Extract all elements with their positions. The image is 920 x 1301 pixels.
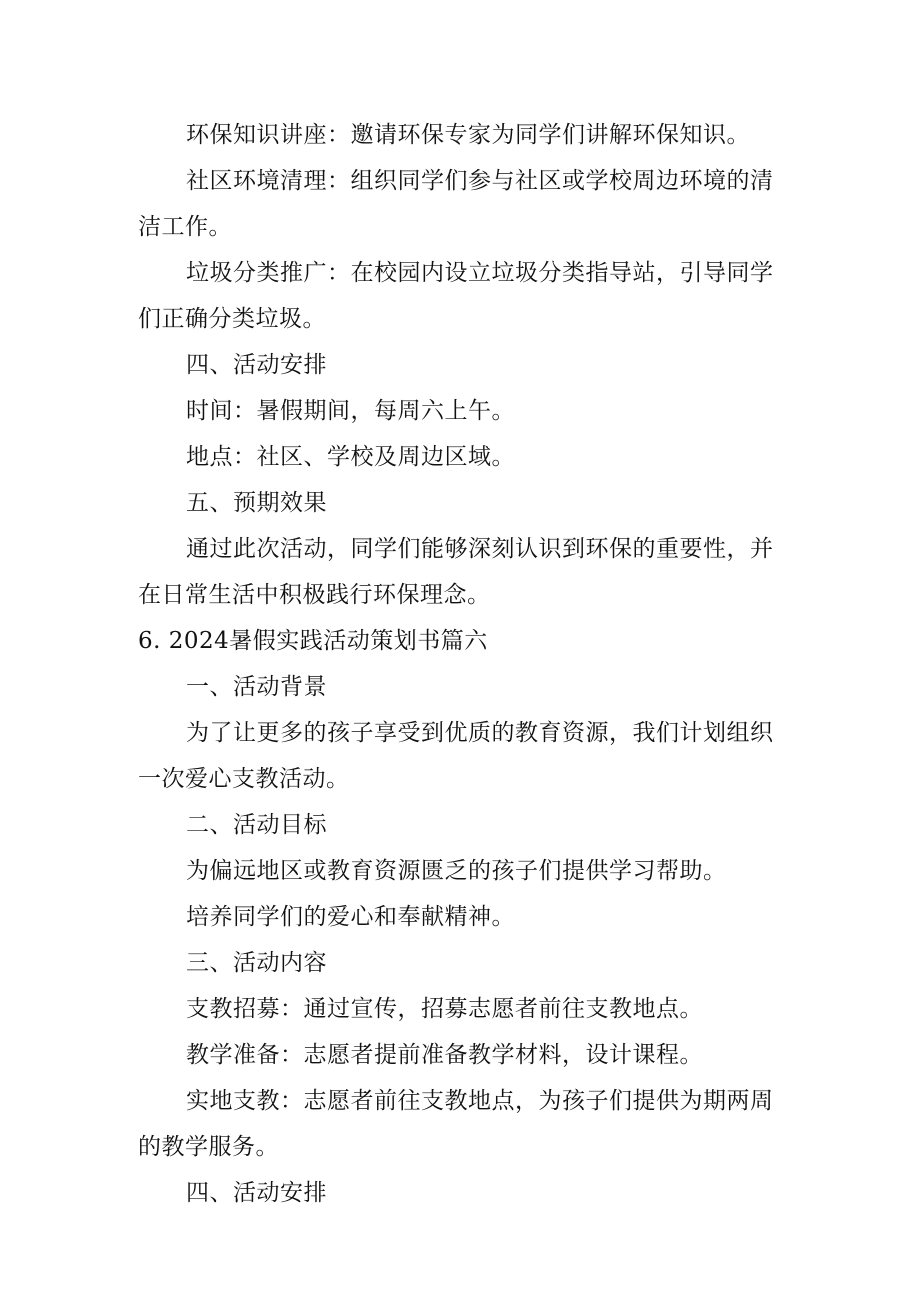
heading-background: 一、活动背景 [186, 674, 327, 700]
paragraph-background: 为了让更多的孩子享受到优质的教育资源，我们计划组织一次爱心支教活动。 [138, 720, 774, 792]
paragraph-garbage-sorting: 垃圾分类推广：在校园内设立垃圾分类指导站，引导同学们正确分类垃圾。 [138, 260, 774, 332]
heading-goals: 二、活动目标 [186, 812, 327, 838]
paragraph-expected-results: 通过此次活动，同学们能够深刻认识到环保的重要性，并在日常生活中积极践行环保理念。 [138, 536, 774, 608]
paragraph-goal-1: 为偏远地区或教育资源匮乏的孩子们提供学习帮助。 [186, 858, 727, 884]
paragraph-location: 地点：社区、学校及周边区域。 [186, 444, 515, 470]
heading-content: 三、活动内容 [186, 950, 327, 976]
heading-activity-schedule: 四、活动安排 [186, 352, 327, 378]
heading-activity-schedule-2: 四、活动安排 [186, 1180, 327, 1206]
paragraph-env-lecture: 环保知识讲座：邀请环保专家为同学们讲解环保知识。 [186, 122, 750, 148]
paragraph-time: 时间：暑假期间，每周六上午。 [186, 398, 515, 424]
paragraph-recruitment: 支教招募：通过宣传，招募志愿者前往支教地点。 [186, 996, 703, 1022]
paragraph-preparation: 教学准备：志愿者提前准备教学材料，设计课程。 [186, 1042, 703, 1068]
heading-expected-results: 五、预期效果 [186, 490, 327, 516]
paragraph-community-cleanup: 社区环境清理：组织同学们参与社区或学校周边环境的清洁工作。 [138, 168, 774, 240]
document-body [138, 112, 786, 1216]
paragraph-field-teaching: 实地支教：志愿者前往支教地点，为孩子们提供为期两周的教学服务。 [138, 1088, 774, 1160]
paragraph-goal-2: 培养同学们的爱心和奉献精神。 [186, 904, 515, 930]
section-heading: 6. 2024暑假实践活动策划书篇六 [138, 628, 488, 654]
